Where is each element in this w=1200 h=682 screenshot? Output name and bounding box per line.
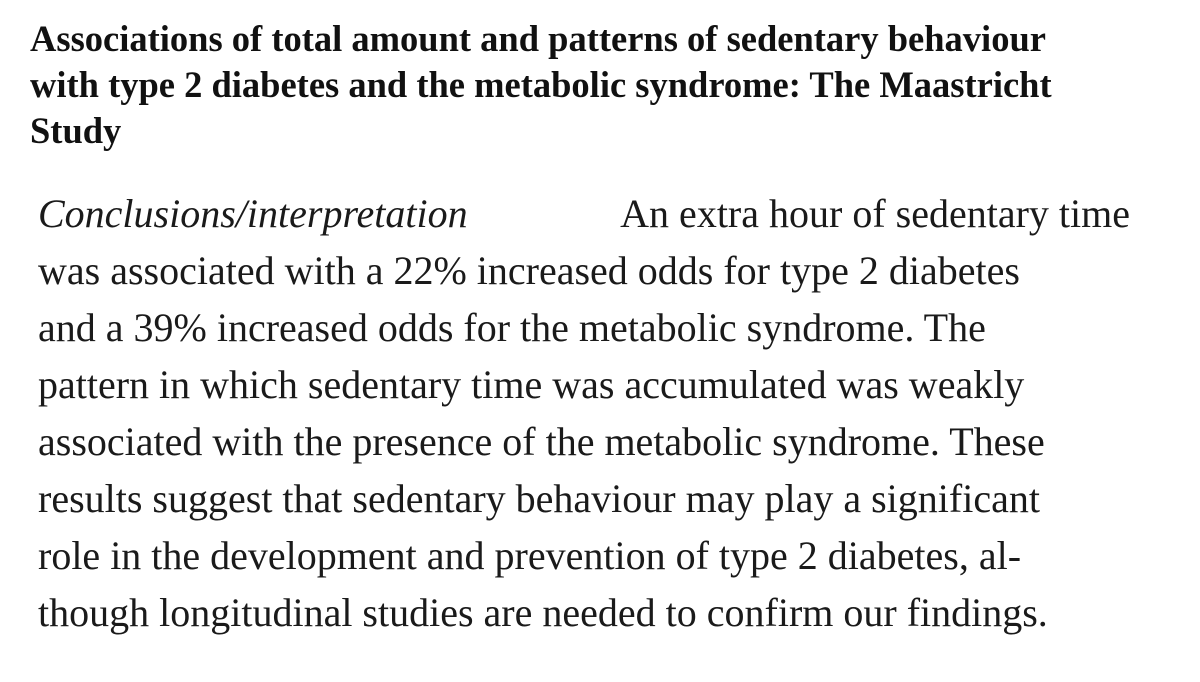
abstract-line-6: results suggest that sedentary behaviour may play a significant xyxy=(38,476,1040,521)
title-line-2: with type 2 diabetes and the metabolic syndrome: The Maastricht xyxy=(30,64,1052,105)
abstract-line-1-text: An extra hour of sedentary time xyxy=(620,191,1130,236)
abstract-line-1 xyxy=(38,185,1130,242)
paper-title xyxy=(30,16,1190,154)
abstract-line-5: associated with the presence of the metabolic syndrome. These xyxy=(38,419,1045,464)
title-line-3: Study xyxy=(30,110,122,151)
title-line-1: Associations of total amount and patterns of sedentary behaviour xyxy=(30,18,1046,59)
conclusions-paragraph xyxy=(38,185,1168,641)
abstract-line-2: was associated with a 22% increased odds for type 2 diabetes xyxy=(38,248,1020,293)
abstract-line-8: though longitudinal studies are needed to confirm our findings. xyxy=(38,590,1048,635)
abstract-line-4: pattern in which sedentary time was accumulated was weakly xyxy=(38,362,1025,407)
abstract-line-3: and a 39% increased odds for the metabolic syndrome. The xyxy=(38,305,986,350)
conclusions-label: Conclusions/interpretation xyxy=(38,191,468,236)
abstract-line-7: role in the development and prevention of type 2 diabetes, al- xyxy=(38,533,1022,578)
